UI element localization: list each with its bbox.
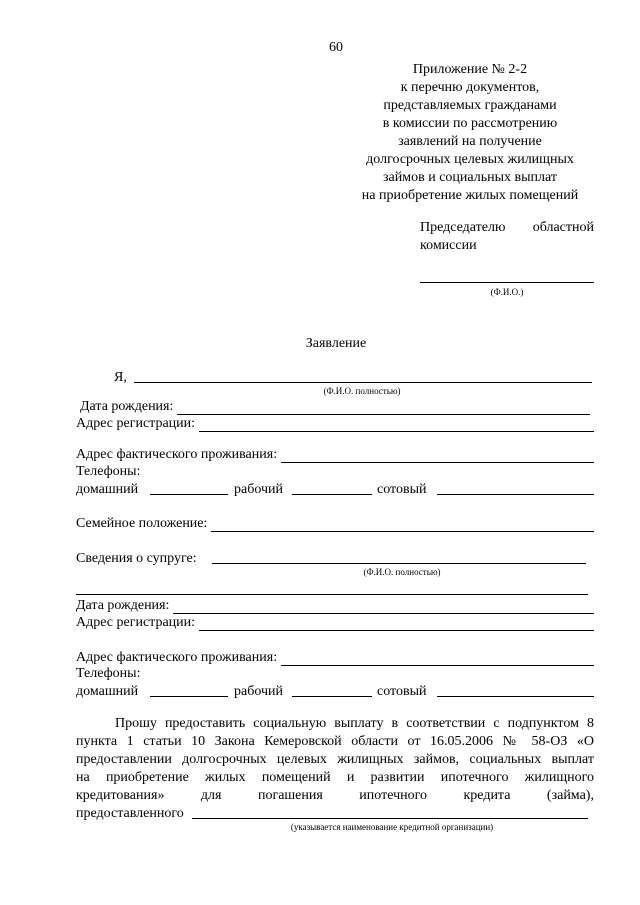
spouse-fio-line[interactable]: [212, 563, 586, 564]
addressee-line1: Председателю областной: [420, 220, 594, 235]
applicant-family-label: Семейное положение:: [76, 516, 208, 531]
spouse-work-label: рабочий: [234, 684, 283, 699]
spouse-birth-row: [76, 598, 594, 614]
applicant-birth-field[interactable]: [177, 402, 590, 415]
addressee-fio-caption: (Ф.И.О.): [490, 287, 524, 297]
applicant-birth-label: Дата рождения:: [80, 399, 174, 414]
request-line: на приобретение жилых помещений и развитии ипотечного жилищного: [76, 770, 594, 785]
spouse-work-field[interactable]: [292, 696, 372, 697]
creditor-caption: (указывается наименование кредитной организации): [290, 822, 494, 832]
spouse-actual-field[interactable]: [281, 653, 594, 666]
applicant-reg-label: Адрес регистрации:: [76, 416, 196, 431]
applicant-actual-row: [76, 447, 594, 463]
applicant-mobile-label: сотовый: [377, 482, 427, 497]
request-provided-label: предоставленного: [76, 806, 184, 821]
spouse-reg-field[interactable]: [199, 618, 594, 631]
appendix-line: заявлений на получение: [398, 134, 542, 149]
appendix-line: к перечню документов,: [400, 80, 540, 95]
request-word: ипотечного: [359, 788, 428, 803]
applicant-phones-label: Телефоны:: [76, 464, 141, 479]
request-word: кредитования»: [76, 788, 165, 803]
spouse-birth-field[interactable]: [173, 601, 594, 614]
applicant-actual-label: Адрес фактического проживания:: [76, 447, 278, 462]
addressee-fio-line[interactable]: [420, 282, 594, 283]
applicant-i-label: Я,: [114, 370, 127, 385]
request-line: Прошу предоставить социальную выплату в соответствии с подпунктом 8: [115, 716, 594, 731]
applicant-work-label: рабочий: [234, 482, 283, 497]
request-word: для: [200, 788, 222, 803]
request-word: кредита: [463, 788, 511, 803]
request-word: (займа),: [546, 788, 594, 803]
applicant-fio-caption: (Ф.И.О. полностью): [323, 386, 401, 396]
applicant-family-row: [76, 516, 594, 532]
spouse-fio-caption: (Ф.И.О. полностью): [363, 567, 441, 577]
appendix-line: представляемых гражданами: [383, 98, 557, 113]
appendix-line: займов и социальных выплат: [383, 170, 557, 185]
applicant-family-field[interactable]: [211, 519, 594, 532]
spouse-actual-row: [76, 650, 594, 666]
appendix-line: долгосрочных целевых жилищных: [366, 152, 574, 167]
spouse-birth-label: Дата рождения:: [76, 598, 170, 613]
spouse-phones-label: Телефоны:: [76, 666, 141, 681]
applicant-reg-field[interactable]: [199, 419, 594, 432]
applicant-home-label: домашний: [76, 482, 139, 497]
appendix-line: Приложение № 2-2: [412, 62, 528, 77]
spouse-mobile-label: сотовый: [377, 684, 427, 699]
request-line: предоставлении долгосрочных целевых жилищных займов, социальных выплат: [76, 752, 594, 767]
applicant-mobile-field[interactable]: [437, 494, 594, 495]
spouse-reg-label: Адрес регистрации:: [76, 615, 196, 630]
creditor-field[interactable]: [192, 818, 588, 819]
appendix-line: в комиссии по рассмотрению: [382, 116, 558, 131]
spouse-reg-row: [76, 615, 594, 631]
spouse-label: Сведения о супруге:: [76, 551, 197, 566]
request-line: пункта 1 статьи 10 Закона Кемеровской области от 16.05.2006 № 58-ОЗ «О: [76, 734, 594, 749]
spouse-fio-line-2[interactable]: [76, 594, 588, 595]
applicant-work-field[interactable]: [292, 494, 372, 495]
applicant-actual-field[interactable]: [281, 450, 594, 463]
spouse-home-field[interactable]: [150, 696, 228, 697]
appendix-line: на приобретение жилых помещений: [361, 188, 579, 203]
addressee-line2: комиссии: [420, 238, 477, 253]
applicant-birth-row: [80, 399, 590, 415]
page-number: 60: [329, 40, 343, 55]
spouse-home-label: домашний: [76, 684, 139, 699]
request-word: погашения: [257, 788, 323, 803]
spouse-actual-label: Адрес фактического проживания:: [76, 650, 278, 665]
document-title: Заявление: [305, 336, 367, 351]
spouse-mobile-field[interactable]: [437, 696, 594, 697]
applicant-reg-row: [76, 416, 594, 432]
applicant-fio-line[interactable]: [134, 382, 592, 383]
request-line-5: [76, 788, 594, 804]
applicant-home-field[interactable]: [150, 494, 228, 495]
